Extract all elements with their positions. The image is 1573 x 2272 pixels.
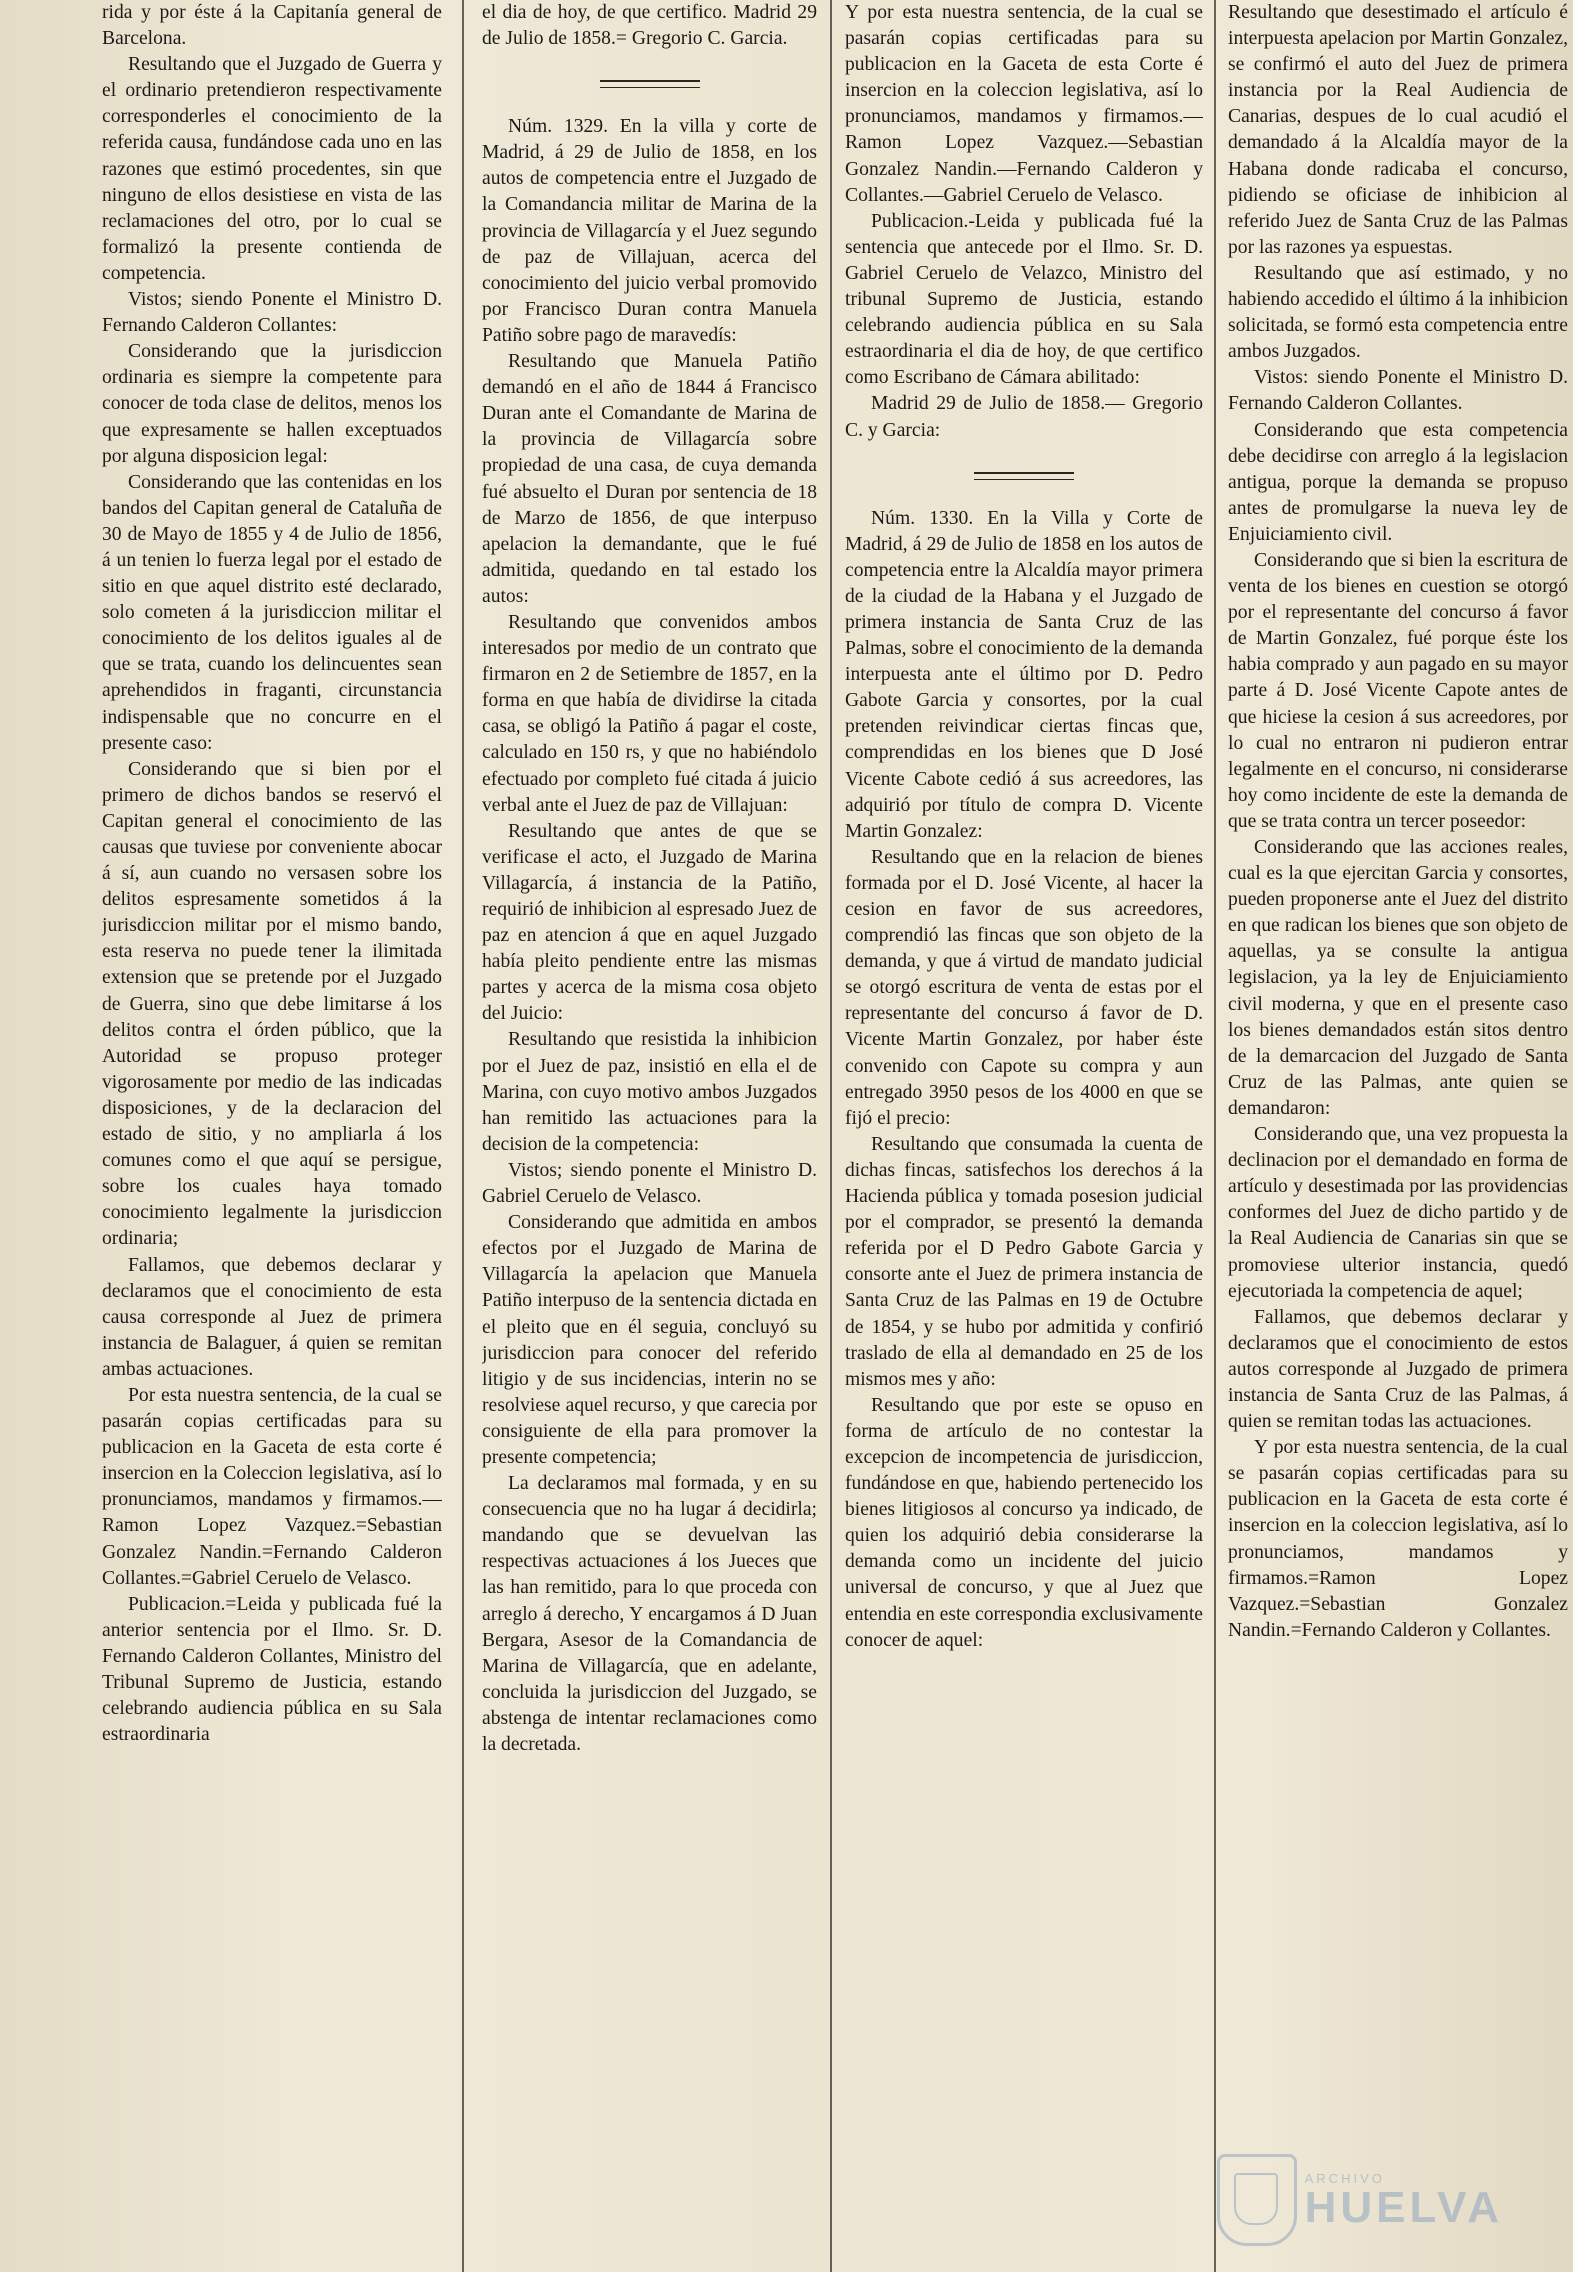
paragraph: Resultando que convenidos ambos interesados por medio de un contrato que firmaron en 2 de Setiembre de 1857, en la forma en que había de dividirse la citada casa, se obligó la Patiño á pagar el coste, calculado en 150 rs, y que no habiéndolo efectuado por completo fué citada á juicio verbal ante el Juez de paz de Villajuan: bbox=[482, 611, 817, 816]
column-1 bbox=[102, 0, 442, 2272]
section-separator bbox=[974, 472, 1074, 480]
paragraph: Fallamos, que debemos declarar y declaramos que el conocimiento de estos autos corresponde al Juzgado de primera instancia de Santa Cruz de las Palmas, á quien se remitan todas las actuaciones. bbox=[1228, 1306, 1568, 1433]
paragraph: Y por esta nuestra sentencia, de la cual se pasarán copias certificadas para su publicacion en la Gaceta de esta Corte é insercion en la coleccion legislativa, así lo pronunciamos, mandamos y firmamos.—Ramon Lopez Vazquez.—Sebastian Gonzalez Nandin.—Fernando Calderon y Collantes.—Gabriel Ceruelo de Velasco. bbox=[845, 2, 1203, 206]
paragraph: Resultando que consumada la cuenta de dichas fincas, satisfechos los derechos á la Hacienda pública y tomada posesion judicial por el comprador, se presentó la demanda referida por el D Pedro Gabote Garcia y consorte ante el Juez de primera instancia de Santa Cruz de las Palmas en 19 de Octubre de 1854, y se hubo por admitida y confirió traslado de ella al demandado en 25 de los mismos mes y año: bbox=[845, 1133, 1203, 1390]
paragraph: Resultando que en la relacion de bienes formada por el D. José Vicente, al hacer la cesion en favor de sus acreedores, comprendió las fincas que son objeto de la demanda, y que á virtud de mandato judicial se otorgó escritura de venta de estas por el representante del concurso á favor de D. Vicente Martin Gonzalez, por haber éste convenido con Capote su compra y aun entregado 3950 pesos de los 4000 en que se fijó el precio: bbox=[845, 846, 1203, 1129]
column-4 bbox=[1228, 0, 1568, 2272]
paragraph: Por esta nuestra sentencia, de la cual se pasarán copias certificadas para su publicacion en la Gaceta de esta corte é insercion en la Coleccion legislativa, así lo pronunciamos, mandamos y firmamos.—Ramon Lopez Vazquez.=Sebastian Gonzalez Nandin.=Fernando Calderon Collantes.=Gabriel Ceruelo de Velasco. bbox=[102, 1384, 442, 1589]
paragraph: rida y por éste á la Capitanía general de Barcelona. bbox=[102, 2, 442, 50]
paragraph: Considerando que la jurisdiccion ordinaria es siempre la competente para conocer de toda clase de delitos, menos los que expresamente se hallen exceptuados por alguna disposicion legal: bbox=[102, 341, 442, 467]
paragraph: Núm. 1329. En la villa y corte de Madrid, á 29 de Julio de 1858, en los autos de competencia entre el Juzgado de la Comandancia militar de Marina de la provincia de Villagarcía y el Juez segundo de paz de Villajuan, acerca del conocimiento del juicio verbal promovido por Francisco Duran contra Manuela Patiño sobre pago de maravedís: bbox=[482, 116, 817, 346]
paragraph: Núm. 1330. En la Villa y Corte de Madrid, á 29 de Julio de 1858 en los autos de competencia entre la Alcaldía mayor primera de la ciudad de la Habana y el Juzgado de primera instancia de Santa Cruz de las Palmas, sobre el conocimiento de la demanda interpuesta ante el último por D. Pedro Gabote Garcia y consortes, por la cual pretenden reivindicar ciertas fincas que, comprendidas en los bienes que D José Vicente Cabote cedió á sus acreedores, las adquirió por título de compra D. Vicente Martin Gonzalez: bbox=[845, 507, 1203, 842]
paragraph: Madrid 29 de Julio de 1858.— Gregorio C. y Garcia: bbox=[845, 393, 1203, 441]
section-separator bbox=[600, 80, 700, 88]
paragraph: Publicacion.-Leida y publicada fué la sentencia que antecede por el Ilmo. Sr. D. Gabriel Ceruelo de Velazco, Ministro del tribunal Supremo de Justicia, estando celebrando audiencia pública en su Sala estraordinaria el dia de hoy, de que certifico como Escribano de Cámara abilitado: bbox=[845, 210, 1203, 389]
paragraph: Y por esta nuestra sentencia, de la cual se pasarán copias certificadas para su publicacion en la Gaceta de esta corte é insercion en la coleccion legislativa, así lo pronunciamos, mandamos y firmamos.=Ramon Lopez Vazquez.=Sebastian Gonzalez Nandin.=Fernando Calderon y Collantes. bbox=[1228, 1437, 1568, 1641]
column-2 bbox=[482, 0, 817, 2272]
watermark-line-2: HUELVA bbox=[1304, 2182, 1503, 2232]
archive-seal-icon bbox=[1217, 2154, 1297, 2246]
archive-watermark bbox=[1217, 2154, 1503, 2246]
paragraph: Resultando que Manuela Patiño demandó en el año de 1844 á Francisco Duran ante el Comandante de Marina de la provincia de Villagarcía sobre propiedad de una casa, de cuya demanda fué absuelto el Duran por sentencia de 18 de Marzo de 1856, de que interpuso apelacion la demandante, que le fué admitida, quedando en tal estado los autos: bbox=[482, 351, 817, 607]
column-divider bbox=[462, 0, 464, 2272]
paragraph: Fallamos, que debemos declarar y declaramos que el conocimiento de esta causa corresponde al Juez de primera instancia de Balaguer, á quien se remitan ambas actuaciones. bbox=[102, 1254, 442, 1380]
column-divider bbox=[830, 0, 832, 2272]
paragraph: Resultando que así estimado, y no habiendo accedido el último á la inhibicion solicitada, se formó esta competencia entre ambos Juzgados. bbox=[1228, 262, 1568, 363]
paragraph: Considerando que si bien la escritura de venta de los bienes en cuestion se otorgó por el representante del concurso á favor de Martin Gonzalez, fué porque éste los habia comprado y aun pagado en su mayor parte á D. José Vicente Capote antes de que hiciese la cesion á sus acreedores, por lo cual no entraron ni pudieron entrar legalmente en el concurso, ni considerarse hoy como incidente de este la demanda de que se trata contra un tercer poseedor: bbox=[1228, 549, 1568, 832]
paragraph: Resultando que resistida la inhibicion por el Juez de paz, insistió en ella el de Marina, con cuyo motivo ambos Juzgados han remitido las actuaciones para la decision de la competencia: bbox=[482, 1029, 817, 1155]
paragraph: Resultando que desestimado el artículo é interpuesta apelacion por Martin Gonzalez, se confirmó el auto del Juez de primera instancia por la Real Audiencia de Canarias, despues de lo cual acudió el demandado á la Alcaldía mayor de la Habana donde radicaba el concurso, pidiendo se oficiase de inhibicion al referido Juez de Santa Cruz de las Palmas por las razones ya espuestas. bbox=[1228, 2, 1568, 258]
paragraph: Publicacion.=Leida y publicada fué la anterior sentencia por el Ilmo. Sr. D. Fernando Calderon Collantes, Ministro del Tribunal Supremo de Justicia, estando celebrando audiencia pública en su Sala estraordinaria bbox=[102, 1593, 442, 1746]
paragraph: La declaramos mal formada, y en su consecuencia que no ha lugar á decidirla; mandando que se devuelvan las respectivas actuaciones á los Jueces que las han remitido, para lo que proceda con arreglo á derecho, Y encargamos á D Juan Bergara, Asesor de la Comandancia de Marina de Villagarcía, que en adelante, concluida la jurisdiccion del Juzgado, se abstenga de intentar reclamaciones como la decretada. bbox=[482, 1473, 817, 1755]
paragraph: Considerando que esta competencia debe decidirse con arreglo á la legislacion antigua, porque la demanda se propuso antes de promulgarse la nueva ley de Enjuiciamiento civil. bbox=[1228, 419, 1568, 545]
paragraph: Considerando que las acciones reales, cual es la que ejercitan Garcia y consortes, pueden proponerse ante el Juez del distrito en que radican los bienes que son objeto de aquellas, ya se consulte la antigua legislacion, ya la ley de Enjuiciamiento civil moderna, y que en el presente caso los bienes demandados están sitos dentro de la demarcacion del Juzgado de Santa Cruz de las Palmas, ante quien se demandaron: bbox=[1228, 837, 1568, 1119]
paragraph: Considerando que las contenidas en los bandos del Capitan general de Cataluña de 30 de Mayo de 1855 y 4 de Julio de 1856, á un tenien lo fuerza legal por el estado de sitio en que aquel distrito esté declarado, solo cometen á la jurisdiccion militar el conocimiento de los delitos iguales al de que se trata, cuando los delincuentes sean aprehendidos in fraganti, circunstancia indispensable que no concurre en el presente caso: bbox=[102, 471, 442, 754]
paragraph: Resultando que por este se opuso en forma de artículo de no contestar la excepcion de incompetencia de jurisdiccion, fundándose en que, habiendo pertenecido los bienes litigiosos al concurso ya indicado, de quien los adquirió debia considerarse la demanda como un incidente del juicio universal de concurso, y que al Juez que entendia en este correspondia exclusivamente conocer de aquel: bbox=[845, 1394, 1203, 1651]
paragraph: el dia de hoy, de que certifico. Madrid 29 de Julio de 1858.= Gregorio C. Garcia. bbox=[482, 2, 817, 50]
paragraph: Resultando que antes de que se verificase el acto, el Juzgado de Marina Villagarcía, á instancia de la Patiño, requirió de inhibicion al espresado Juez de paz en atencion á que en aquel Juzgado había pleito pendiente entre las mismas partes y acerca de la misma cosa objeto del Juicio: bbox=[482, 820, 817, 1025]
paragraph: Considerando que si bien por el primero de dichos bandos se reservó el Capitan general el conocimiento de las causas que tuviese por conveniente abocar á sí, aun cuando no versasen sobre los delitos espresamente sometidos á la jurisdiccion militar por el mismo bando, esta reserva no puede tener la ilimitada extension que se pretende por el Juzgado de Guerra, sino que debe limitarse á los delitos contra el órden público, que la Autoridad se propuso proteger vigorosamente por medio de las indicadas disposiciones, y de la declaracion del estado de sitio, y no ampliarla á los comunes como el que aquí se persigue, sobre los cuales haya tomado conocimiento legalmente la jurisdiccion ordinaria; bbox=[102, 758, 442, 1250]
column-divider bbox=[1214, 0, 1216, 2272]
paragraph: Resultando que el Juzgado de Guerra y el ordinario pretendieron respectivamente corresponderles el conocimiento de la referida causa, fundándose cada uno en las razones que estimó procedentes, sin que ninguno de ellos desistiese en vista de las reclamaciones del otro, por lo cual se formalizó la presente contienda de competencia. bbox=[102, 54, 442, 284]
column-3 bbox=[845, 0, 1203, 2272]
paragraph: Considerando que admitida en ambos efectos por el Juzgado de Marina de Villagarcía la apelacion que Manuela Patiño interpuso de la sentencia dictada en el pleito que en él seguia, concluyó su jurisdiccion para conocer del referido litigio y de sus incidencias, interin no se resolviese aquel recurso, y que carecia por consiguiente de ella para promover la presente competencia; bbox=[482, 1212, 817, 1468]
paragraph: Vistos; siendo Ponente el Ministro D. Fernando Calderon Collantes: bbox=[102, 289, 442, 337]
paragraph: Considerando que, una vez propuesta la declinacion por el demandado en forma de artículo y desestimada por las providencias conformes del Juez de dicho partido y de la Real Audiencia de Canarias sin que se promoviese ulterior instancia, quedó ejecutoriada la competencia de aquel; bbox=[1228, 1124, 1568, 1302]
paragraph: Vistos; siendo ponente el Ministro D. Gabriel Ceruelo de Velasco. bbox=[482, 1159, 817, 1208]
watermark-line-1: ARCHIVO bbox=[1304, 2170, 1385, 2186]
paragraph: Vistos: siendo Ponente el Ministro D. Fernando Calderon Collantes. bbox=[1228, 367, 1568, 415]
